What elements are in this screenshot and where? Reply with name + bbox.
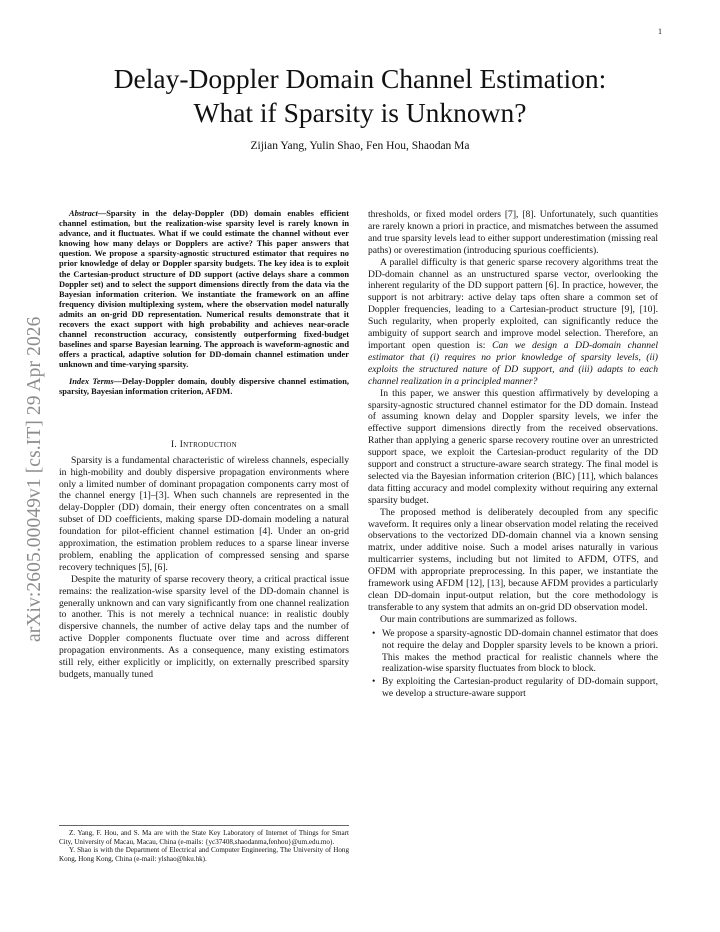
section-number: I. [171, 439, 180, 450]
contribution-item [368, 676, 658, 700]
intro-paragraph-2-continued: thresholds, or fixed model orders [7], [8]. Unfortunately, such quantities are rarely known a priori in practice, and mismatches between the assumed and true sparsity levels lead to either support underestimation (missing real paths) or overestimation (introducing spurious coefficients). [368, 209, 658, 256]
abstract-body: —Sparsity in the delay-Doppler (DD) domain enables efficient channel estimation, but the realization-wise sparsity level is rarely known in advance, and it fluctuates. What if we could estimate the channel without ever knowing how many delays or Dopplers are active? This paper answers that question. We propose a sparsity-agnostic structured estimator that requires no prior knowledge of delay or Doppler sparsity budgets. The key idea is to exploit the Cartesian-product structure of DD support (active delays share a common Doppler set) and to select the support dimensions directly from the data via the Bayesian information criterion. We instantiate the framework on an affine frequency division multiplexing system, where the observation model naturally admits an on-grid DD representation. Numerical results demonstrate that it recovers the exact support with high probability and achieves near-oracle channel reconstruction accuracy, consistently outperforming fixed-budget baselines and sparse Bayesian learning. The approach is waveform-agnostic and offers a practical, adaptive solution for DD-domain channel estimation under unknown and time-varying sparsity. [59, 209, 349, 370]
bullet-icon: • [372, 676, 376, 688]
index-terms-heading: Index Terms [69, 376, 114, 386]
contributions-list [368, 628, 658, 700]
paper-title [40, 62, 680, 130]
section-heading-introduction [59, 440, 349, 450]
left-column [59, 209, 349, 681]
title-line-2: What if Sparsity is Unknown? [193, 97, 527, 128]
contribution-text: By exploiting the Cartesian-product regularity of DD-domain support, we develop a structure-aware support [382, 676, 658, 700]
right-column [368, 209, 658, 701]
section-title: Introduction [179, 439, 237, 450]
intro-paragraph-4: In this paper, we answer this question affirmatively by developing a sparsity-agnostic structured channel estimator for the DD domain. Instead of assuming known delay and Doppler sparsity levels, we infer the effective support dimensions directly from the received observations. Rather than applying a generic sparse recovery routine over an unrestricted support space, we exploit the Cartesian-product regularity of the DD support and construct a structure-aware search strategy. The final model is selected via the Bayesian information criterion (BIC) [11], which balances data fitting accuracy and model complexity without requiring any external sparsity budget. [368, 387, 658, 506]
author-list: Zijian Yang, Yulin Shao, Fen Hou, Shaodan Ma [250, 140, 470, 152]
paragraph-3-text: A parallel difficulty is that generic sparse recovery algorithms treat the DD-domain channel as an unstructured sparse vector, overlooking the inherent regularity of the DD support pattern [6]. In practice, however, the support is not arbitrary: active delay taps often share a common set of Doppler frequencies, leading to a Cartesian-product structure [9], [10]. Such regularity, when properly exploited, can significantly reduce the ambiguity of support search and improve model selection. Therefore, an important open question is: [368, 256, 658, 351]
abstract-heading: Abstract [69, 209, 98, 218]
footnote-affiliation-1: Z. Yang, F. Hou, and S. Ma are with the State Key Laboratory of Internet of Things for Smart City, University of Macau, Macau, China (e-mails: {yc37408,shaodanma,fenhou}@um.edu.mo). [59, 829, 349, 846]
intro-paragraph-3 [368, 257, 658, 388]
intro-paragraph-5: The proposed method is deliberately decoupled from any specific waveform. It requires only a linear observation model relating the received observations to the vectorized DD-domain channel via a known sensing matrix, under additive noise. Such a model arises naturally in various multicarrier systems, including but not limited to AFDM, OTFS, and OFDM with appropriate preprocessing. In this paper, we instantiate the framework using AFDM [12], [13], because AFDM provides a particularly clean DD-domain input-output relation, but the core methodology is transferable to any system that admits an on-grid DD observation model. [368, 506, 658, 613]
intro-paragraph-1: Sparsity is a fundamental characteristic of wireless channels, especially in high-mobility and doubly dispersive propagation environments where only a limited number of dominant propagation components carry most of the channel energy [1]–[3]. When such channels are represented in the delay-Doppler (DD) domain, their energy often concentrates on a small subset of DD coefficients, making sparse DD-domain modeling a natural foundation for pilot-efficient channel estimation [4]. Under an on-grid approximation, the estimation problem reduces to a sparse linear inverse problem, enabling the application of compressed sensing and sparse recovery techniques [5], [6]. [59, 454, 349, 573]
contributions-lead: Our main contributions are summarized as follows. [380, 613, 577, 625]
contribution-text: We propose a sparsity-agnostic DD-domain channel estimator that does not require the delay and Doppler sparsity levels to be known a priori. This makes the method practical for realistic channels where the realization-wise sparsity fluctuates from block to block. [382, 627, 658, 675]
page-number: 1 [658, 27, 662, 36]
abstract [59, 209, 349, 371]
open-question: Can we design a DD-domain channel estimator that (i) requires no prior knowledge of sparsity levels, (ii) exploits the structured nature of DD support, and (iii) adapts to each channel realization in a principled manner? [368, 339, 658, 387]
arxiv-identifier-stamp: arXiv:2605.00049v1 [cs.IT] 29 Apr 2026 [24, 316, 45, 642]
index-terms [59, 377, 349, 397]
title-line-1: Delay-Doppler Domain Channel Estimation: [113, 63, 607, 94]
contribution-item [368, 628, 658, 676]
bullet-icon: • [372, 627, 376, 639]
footnote-affiliation-2: Y. Shao is with the Department of Electrical and Computer Engineering, The University of Hong Kong, Hong Kong, China (e-mail: ylshao@hku.hk). [59, 846, 349, 863]
intro-paragraph-2: Despite the maturity of sparse recovery theory, a critical practical issue remains: the realization-wise sparsity level of the DD-domain channel is generally unknown and can vary significantly from one channel realization to another. This is not merely a technical nuance: in realistic doubly dispersive channels, the number of active delay taps and the number of active Doppler components fluctuate over time and across different propagation environments. As a consequence, many existing estimators still rely, either explicitly or implicitly, on externally prescribed sparsity budgets, manually tuned [59, 573, 349, 680]
affiliation-footnotes [59, 825, 349, 863]
index-terms-body: —Delay-Doppler domain, doubly dispersive channel estimation, sparsity, Bayesian information criterion, AFDM. [59, 376, 349, 396]
